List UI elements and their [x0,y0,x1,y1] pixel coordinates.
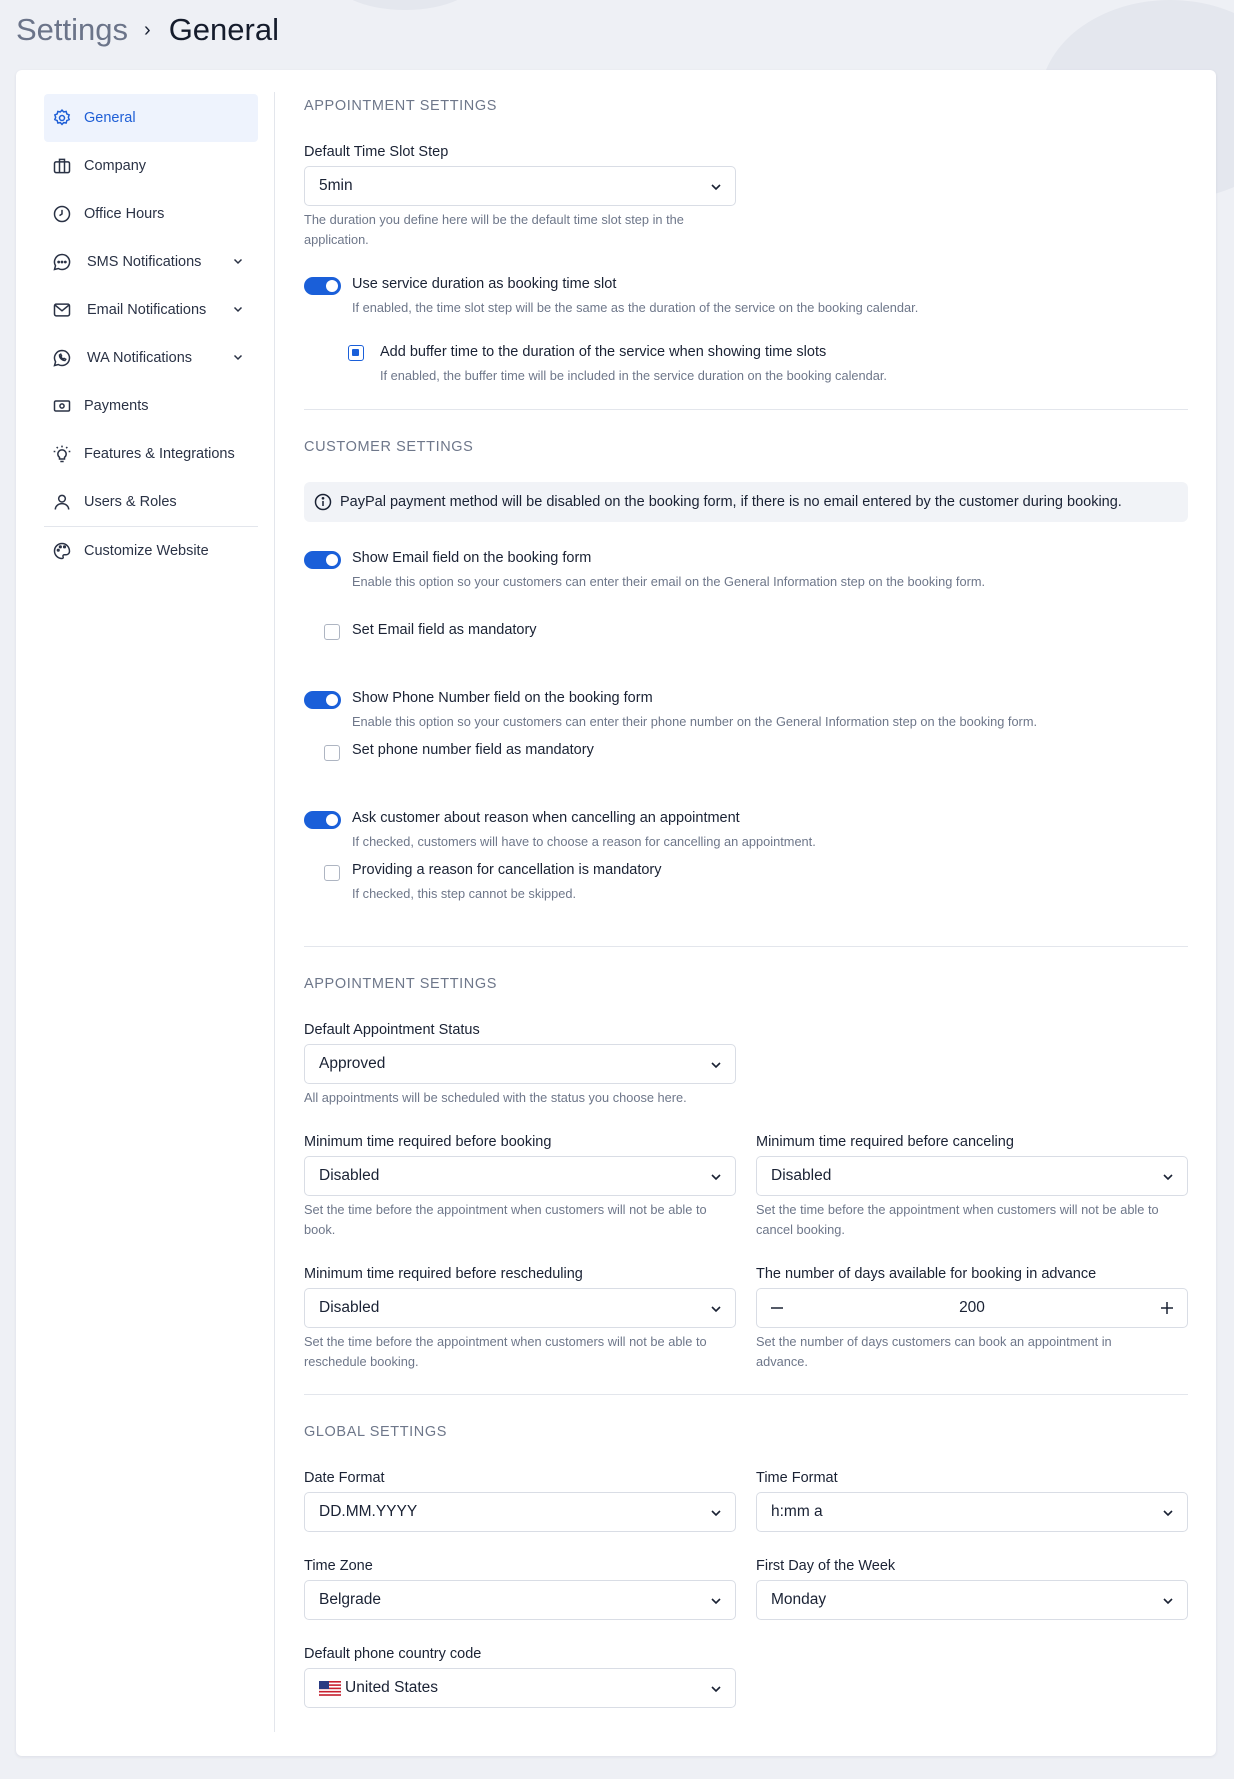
chevron-down-icon[interactable] [232,303,244,315]
days-advance-stepper[interactable] [756,1288,1188,1328]
chevron-down-icon [1161,1594,1175,1608]
chevron-down-icon [709,1302,723,1316]
sidebar-separator [274,92,275,1732]
date-format-select[interactable] [304,1492,736,1532]
sidebar-item-label: Users & Roles [84,494,177,510]
first-day-value: Monday [771,1591,827,1608]
phone-mandatory-checkbox[interactable] [324,745,340,761]
chevron-down-icon [709,1682,723,1696]
section-title-customer: CUSTOMER SETTINGS [304,439,474,455]
chevron-down-icon [1161,1170,1175,1184]
ask-reason-label: Ask customer about reason when cancelling an appointment [352,810,740,826]
sidebar-item-label: Features & Integrations [84,446,235,462]
sidebar-item-label: Email Notifications [87,302,207,318]
settings-sidebar [44,94,258,575]
reason-mandatory-checkbox[interactable] [324,865,340,881]
page-title: General [168,12,279,47]
sidebar-item-wa-notifications[interactable] [44,334,258,382]
min-resched-value: Disabled [319,1299,380,1316]
first-day-select[interactable] [756,1580,1188,1620]
user-icon [52,492,72,512]
time-format-select[interactable] [756,1492,1188,1532]
sidebar-item-label: General [84,110,136,126]
sidebar-item-label: WA Notifications [87,350,193,366]
ask-reason-help: If checked, customers will have to choose a reason for cancelling an appointment. [352,834,816,849]
time-slot-label: Default Time Slot Step [304,144,449,160]
chevron-right-icon: › [144,18,151,41]
time-zone-label: Time Zone [304,1558,373,1574]
date-format-label: Date Format [304,1470,385,1486]
chevron-down-icon [709,1506,723,1520]
plus-icon[interactable] [1159,1300,1175,1316]
ask-reason-toggle[interactable] [304,811,341,829]
time-zone-value: Belgrade [319,1591,382,1608]
sidebar-item-office-hours[interactable] [44,190,258,238]
use-duration-help: If enabled, the time slot step will be the same as the duration of the service on the booking calendar. [352,300,919,315]
min-cancel-help: Set the time before the appointment when customers will not be able to cancel booking. [756,1202,1159,1237]
reason-mandatory-label: Providing a reason for cancellation is mandatory [352,862,662,878]
min-cancel-value: Disabled [771,1167,832,1184]
time-slot-select[interactable] [304,166,736,206]
sidebar-item-label: SMS Notifications [87,254,202,270]
sidebar-item-label: Customize Website [84,543,209,559]
min-booking-select[interactable] [304,1156,736,1196]
status-help: All appointments will be scheduled with the status you choose here. [304,1090,687,1105]
cash-icon [52,396,72,416]
first-day-label: First Day of the Week [756,1558,896,1574]
lightbulb-icon [52,444,72,464]
paypal-info-text: PayPal payment method will be disabled on the booking form, if there is no email entered by the customer during booking. [340,494,1122,510]
info-icon [314,493,332,511]
days-advance-value[interactable]: 200 [959,1299,985,1316]
phone-code-label: Default phone country code [304,1646,482,1662]
breadcrumb-root[interactable]: Settings [16,12,129,47]
min-resched-label: Minimum time required before rescheduling [304,1266,583,1282]
sidebar-item-label: Payments [84,398,149,414]
buffer-help: If enabled, the buffer time will be included in the service duration on the booking calendar. [380,368,887,383]
section-divider [304,409,1188,410]
chevron-down-icon[interactable] [232,255,244,267]
min-booking-help: Set the time before the appointment when customers will not be able to book. [304,1202,707,1237]
section-title-appointment-2: APPOINTMENT SETTINGS [304,976,498,992]
palette-icon [52,541,72,561]
sidebar-item-label: Company [84,158,147,174]
phone-code-select[interactable] [304,1668,736,1708]
show-email-label: Show Email field on the booking form [352,550,592,566]
section-divider [304,946,1188,947]
use-duration-toggle[interactable] [304,277,341,295]
section-divider [304,1394,1188,1395]
buffer-checkbox[interactable] [348,345,364,361]
phone-mandatory-label: Set phone number field as mandatory [352,742,594,758]
status-value: Approved [319,1055,386,1072]
section-title-global: GLOBAL SETTINGS [304,1424,448,1440]
min-resched-select[interactable] [304,1288,736,1328]
chevron-down-icon [709,1594,723,1608]
time-format-label: Time Format [756,1470,838,1486]
reason-mandatory-help: If checked, this step cannot be skipped. [352,886,577,901]
chevron-down-icon [709,180,723,194]
email-mandatory-label: Set Email field as mandatory [352,622,537,638]
whatsapp-icon [52,348,72,368]
min-booking-value: Disabled [319,1167,380,1184]
phone-code-value: United States [345,1679,439,1696]
sidebar-item-label: Office Hours [84,206,165,222]
buffer-label: Add buffer time to the duration of the service when showing time slots [380,344,827,360]
time-slot-help: The duration you define here will be the default time slot step in the application. [304,212,684,247]
chevron-down-icon[interactable] [232,351,244,363]
email-mandatory-checkbox[interactable] [324,624,340,640]
show-phone-label: Show Phone Number field on the booking form [352,690,653,706]
show-phone-toggle[interactable] [304,691,341,709]
chevron-down-icon [709,1058,723,1072]
time-zone-select[interactable] [304,1580,736,1620]
min-booking-label: Minimum time required before booking [304,1134,552,1150]
us-flag-icon [319,1681,341,1696]
min-cancel-select[interactable] [756,1156,1188,1196]
sidebar-item-email-notifications[interactable] [44,286,258,334]
sidebar-item-payments[interactable] [44,382,258,430]
sidebar-item-customize-website[interactable] [44,527,258,575]
time-slot-value: 5min [319,177,353,194]
gear-icon [52,108,72,128]
date-format-value: DD.MM.YYYY [319,1503,418,1520]
show-phone-help: Enable this option so your customers can enter their phone number on the General Information step on the booking form. [352,714,1038,729]
clock-icon [52,204,72,224]
min-resched-help: Set the time before the appointment when customers will not be able to reschedule booking. [304,1334,707,1369]
chevron-down-icon [1161,1506,1175,1520]
section-title-appointment: APPOINTMENT SETTINGS [304,98,498,114]
sidebar-item-users-roles[interactable] [44,478,258,526]
sidebar-item-general[interactable] [44,94,258,142]
envelope-icon [52,300,72,320]
sidebar-item-features-integrations[interactable] [44,430,258,478]
min-cancel-label: Minimum time required before canceling [756,1134,1014,1150]
sidebar-item-company[interactable] [44,142,258,190]
briefcase-icon [52,156,72,176]
breadcrumb [16,10,279,50]
chat-bubble-icon [52,252,72,272]
show-email-help: Enable this option so your customers can enter their email on the General Information step on the booking form. [352,574,986,589]
time-format-value: h:mm a [771,1503,823,1520]
status-select[interactable] [304,1044,736,1084]
use-duration-label: Use service duration as booking time slot [352,276,617,292]
sidebar-item-sms-notifications[interactable] [44,238,258,286]
show-email-toggle[interactable] [304,551,341,569]
settings-card [16,70,1216,1756]
days-advance-help: Set the number of days customers can book an appointment in advance. [756,1334,1112,1369]
background-decoration [330,0,480,10]
days-advance-label: The number of days available for booking in advance [756,1266,1097,1282]
minus-icon[interactable] [769,1300,785,1316]
chevron-down-icon [709,1170,723,1184]
paypal-info-box [304,482,1188,522]
status-label: Default Appointment Status [304,1022,480,1038]
